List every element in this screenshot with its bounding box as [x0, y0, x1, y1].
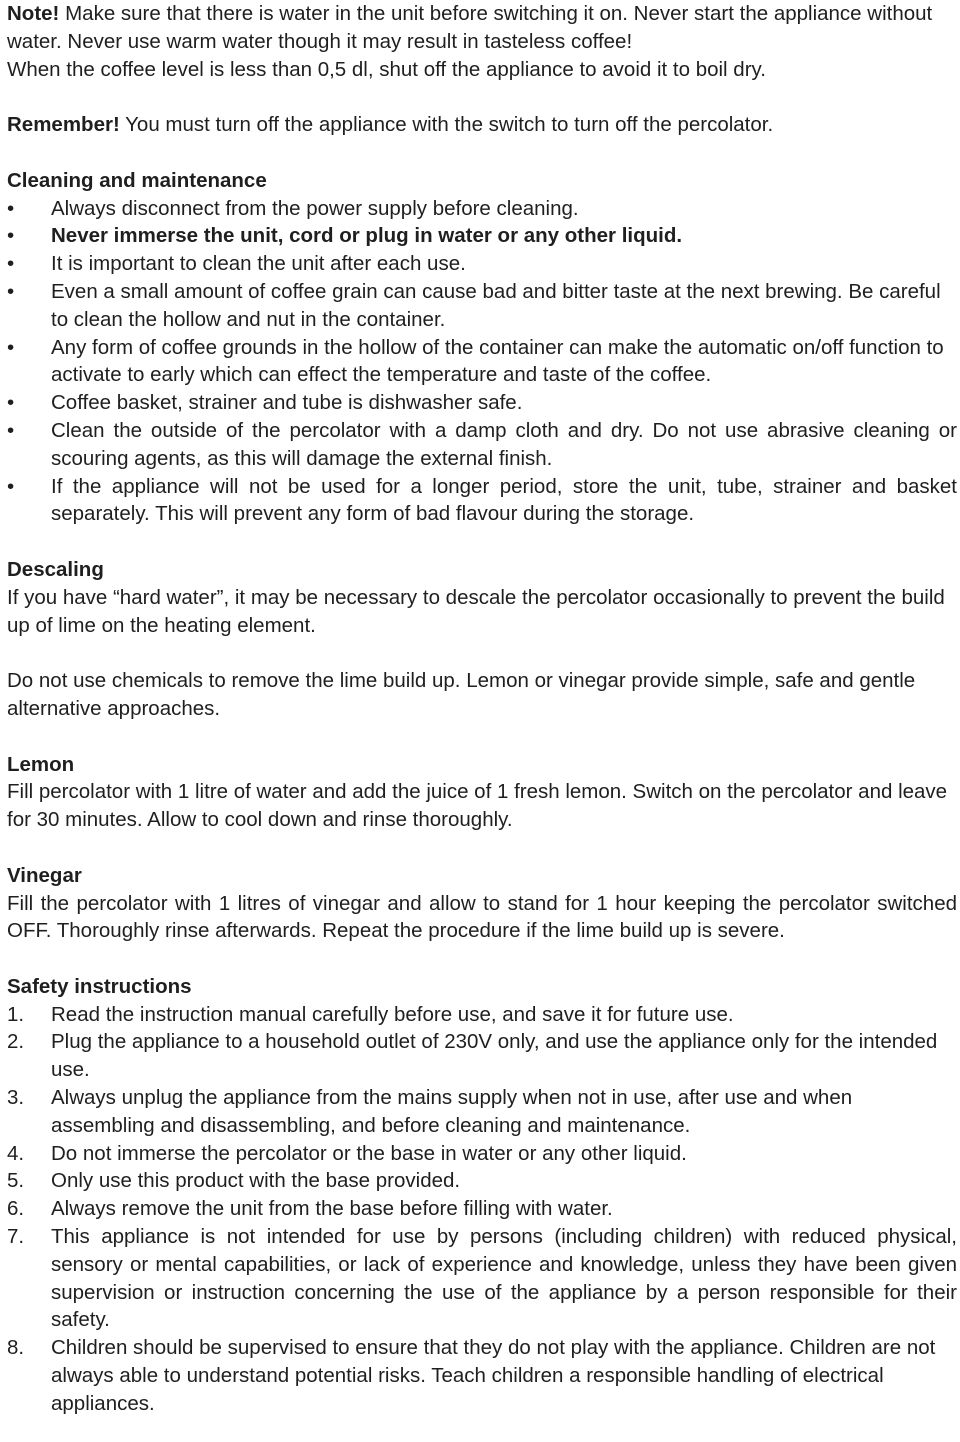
spacer: [7, 834, 957, 862]
cleaning-item-text: Clean the outside of the percolator with a damp cloth and dry. Do not use abrasive cleaning or scouring agents, as this will damage the external finish.: [51, 418, 957, 470]
vinegar-paragraph: Fill the percolator with 1 litres of vinegar and allow to stand for 1 hour keeping the percolator switched OFF. Thoroughly rinse afterwards. Repeat the procedure if the lime build up is severe.: [7, 891, 957, 943]
descaling-heading: Descaling: [7, 557, 104, 581]
item-number: 4.: [7, 1141, 25, 1165]
item-number: 1.: [7, 1002, 25, 1026]
safety-item-text: Plug the appliance to a household outlet of 230V only, and use the appliance only for the intended use.: [51, 1030, 938, 1082]
manual-page: [7, 0, 957, 1418]
item-number: 5.: [7, 1169, 25, 1193]
note-label: Note!: [7, 2, 60, 25]
safety-list: [7, 1001, 957, 1418]
item-number: 6.: [7, 1197, 25, 1221]
lemon-heading: Lemon: [7, 752, 75, 776]
lemon-paragraph: Fill percolator with 1 litre of water and add the juice of 1 fresh lemon. Switch on the percolator and leave for 30 minutes. Allow to cool down and rinse thoroughly.: [7, 780, 948, 832]
safety-list-item: [7, 1028, 957, 1084]
cleaning-item-text: Never immerse the unit, cord or plug in water or any other liquid.: [51, 224, 683, 248]
cleaning-list-item: [7, 334, 957, 390]
bullet-marker: •: [7, 196, 15, 220]
safety-item-text: Always unplug the appliance from the mains supply when not in use, after use and when assembling and disassembling, and before cleaning and maintenance.: [51, 1086, 853, 1137]
safety-list-item: [7, 1334, 957, 1417]
item-number: 8.: [7, 1336, 25, 1360]
note-boil-dry-line: When the coffee level is less than 0,5 dl, shut off the appliance to avoid it to boil dry.: [7, 57, 766, 81]
remember-paragraph: [7, 111, 957, 139]
safety-list-item: [7, 1001, 957, 1029]
bullet-marker: •: [7, 224, 15, 248]
cleaning-list-item: [7, 250, 957, 278]
vinegar-heading: Vinegar: [7, 863, 82, 887]
remember-label: Remember!: [7, 113, 120, 137]
note-paragraph: [7, 0, 957, 56]
spacer: [7, 723, 957, 751]
safety-list-item: [7, 1140, 957, 1168]
descaling-paragraph-2: Do not use chemicals to remove the lime build up. Lemon or vinegar provide simple, safe and gentle alternative approaches.: [7, 669, 916, 720]
note-text: Make sure that there is water in the unit before switching it on. Never start the appliance without water. Never use warm water though it may result in tasteless coffee!: [7, 2, 933, 53]
safety-list-item: [7, 1223, 957, 1334]
item-number: 2.: [7, 1030, 25, 1054]
safety-item-text: Read the instruction manual carefully before use, and save it for future use.: [51, 1002, 734, 1026]
safety-item-text: Always remove the unit from the base before filling with water.: [51, 1197, 613, 1221]
item-number: 3.: [7, 1086, 25, 1110]
safety-list-item: [7, 1195, 957, 1223]
bullet-marker: •: [7, 418, 15, 442]
item-number: 7.: [7, 1225, 25, 1249]
spacer: [7, 528, 957, 556]
safety-item-text: Only use this product with the base provided.: [51, 1169, 461, 1193]
cleaning-list-item: [7, 222, 957, 250]
spacer: [7, 639, 957, 667]
cleaning-item-text: Coffee basket, strainer and tube is dishwasher safe.: [51, 391, 523, 415]
bullet-marker: •: [7, 252, 15, 276]
bullet-marker: •: [7, 391, 15, 415]
cleaning-item-text: Even a small amount of coffee grain can cause bad and bitter taste at the next brewing. Be careful to clean the hollow and nut in the container.: [51, 279, 941, 331]
safety-item-text: Children should be supervised to ensure that they do not play with the appliance. Children are not always able to understand potential risks. Teach children a responsible handling of electrical appliances.: [51, 1336, 936, 1415]
safety-heading: Safety instructions: [7, 974, 192, 998]
cleaning-list-item: [7, 417, 957, 473]
bullet-marker: •: [7, 474, 15, 498]
cleaning-item-text: Always disconnect from the power supply before cleaning.: [51, 196, 579, 220]
spacer: [7, 139, 957, 167]
cleaning-heading: Cleaning and maintenance: [7, 168, 267, 192]
bullet-marker: •: [7, 279, 15, 303]
safety-item-text: Do not immerse the percolator or the base in water or any other liquid.: [51, 1141, 687, 1165]
safety-item-text: This appliance is not intended for use by persons (including children) with reduced physical, sensory or mental capabilities, or lack of experience and knowledge, unless they have been given supervision or instruction concerning the use of the appliance by a person responsible for their safety.: [51, 1225, 957, 1332]
cleaning-list-item: [7, 278, 957, 334]
cleaning-list-item: [7, 389, 957, 417]
cleaning-list-item: [7, 473, 957, 529]
bullet-marker: •: [7, 335, 15, 359]
safety-list-item: [7, 1167, 957, 1195]
cleaning-item-text: If the appliance will not be used for a longer period, store the unit, tube, strainer and basket separately. This will prevent any form of bad flavour during the storage.: [51, 474, 957, 526]
remember-text: You must turn off the appliance with the switch to turn off the percolator.: [119, 113, 774, 137]
descaling-paragraph-1: If you have “hard water”, it may be necessary to descale the percolator occasionally to prevent the build up of lime on the heating element.: [7, 585, 945, 637]
cleaning-list-item: [7, 195, 957, 223]
spacer: [7, 83, 957, 111]
safety-list-item: [7, 1084, 957, 1140]
spacer: [7, 945, 957, 973]
cleaning-item-text: It is important to clean the unit after each use.: [51, 252, 466, 276]
cleaning-item-text: Any form of coffee grounds in the hollow of the container can make the automatic on/off function to activate to early which can effect the temperature and taste of the coffee.: [51, 335, 944, 387]
cleaning-list: [7, 195, 957, 529]
